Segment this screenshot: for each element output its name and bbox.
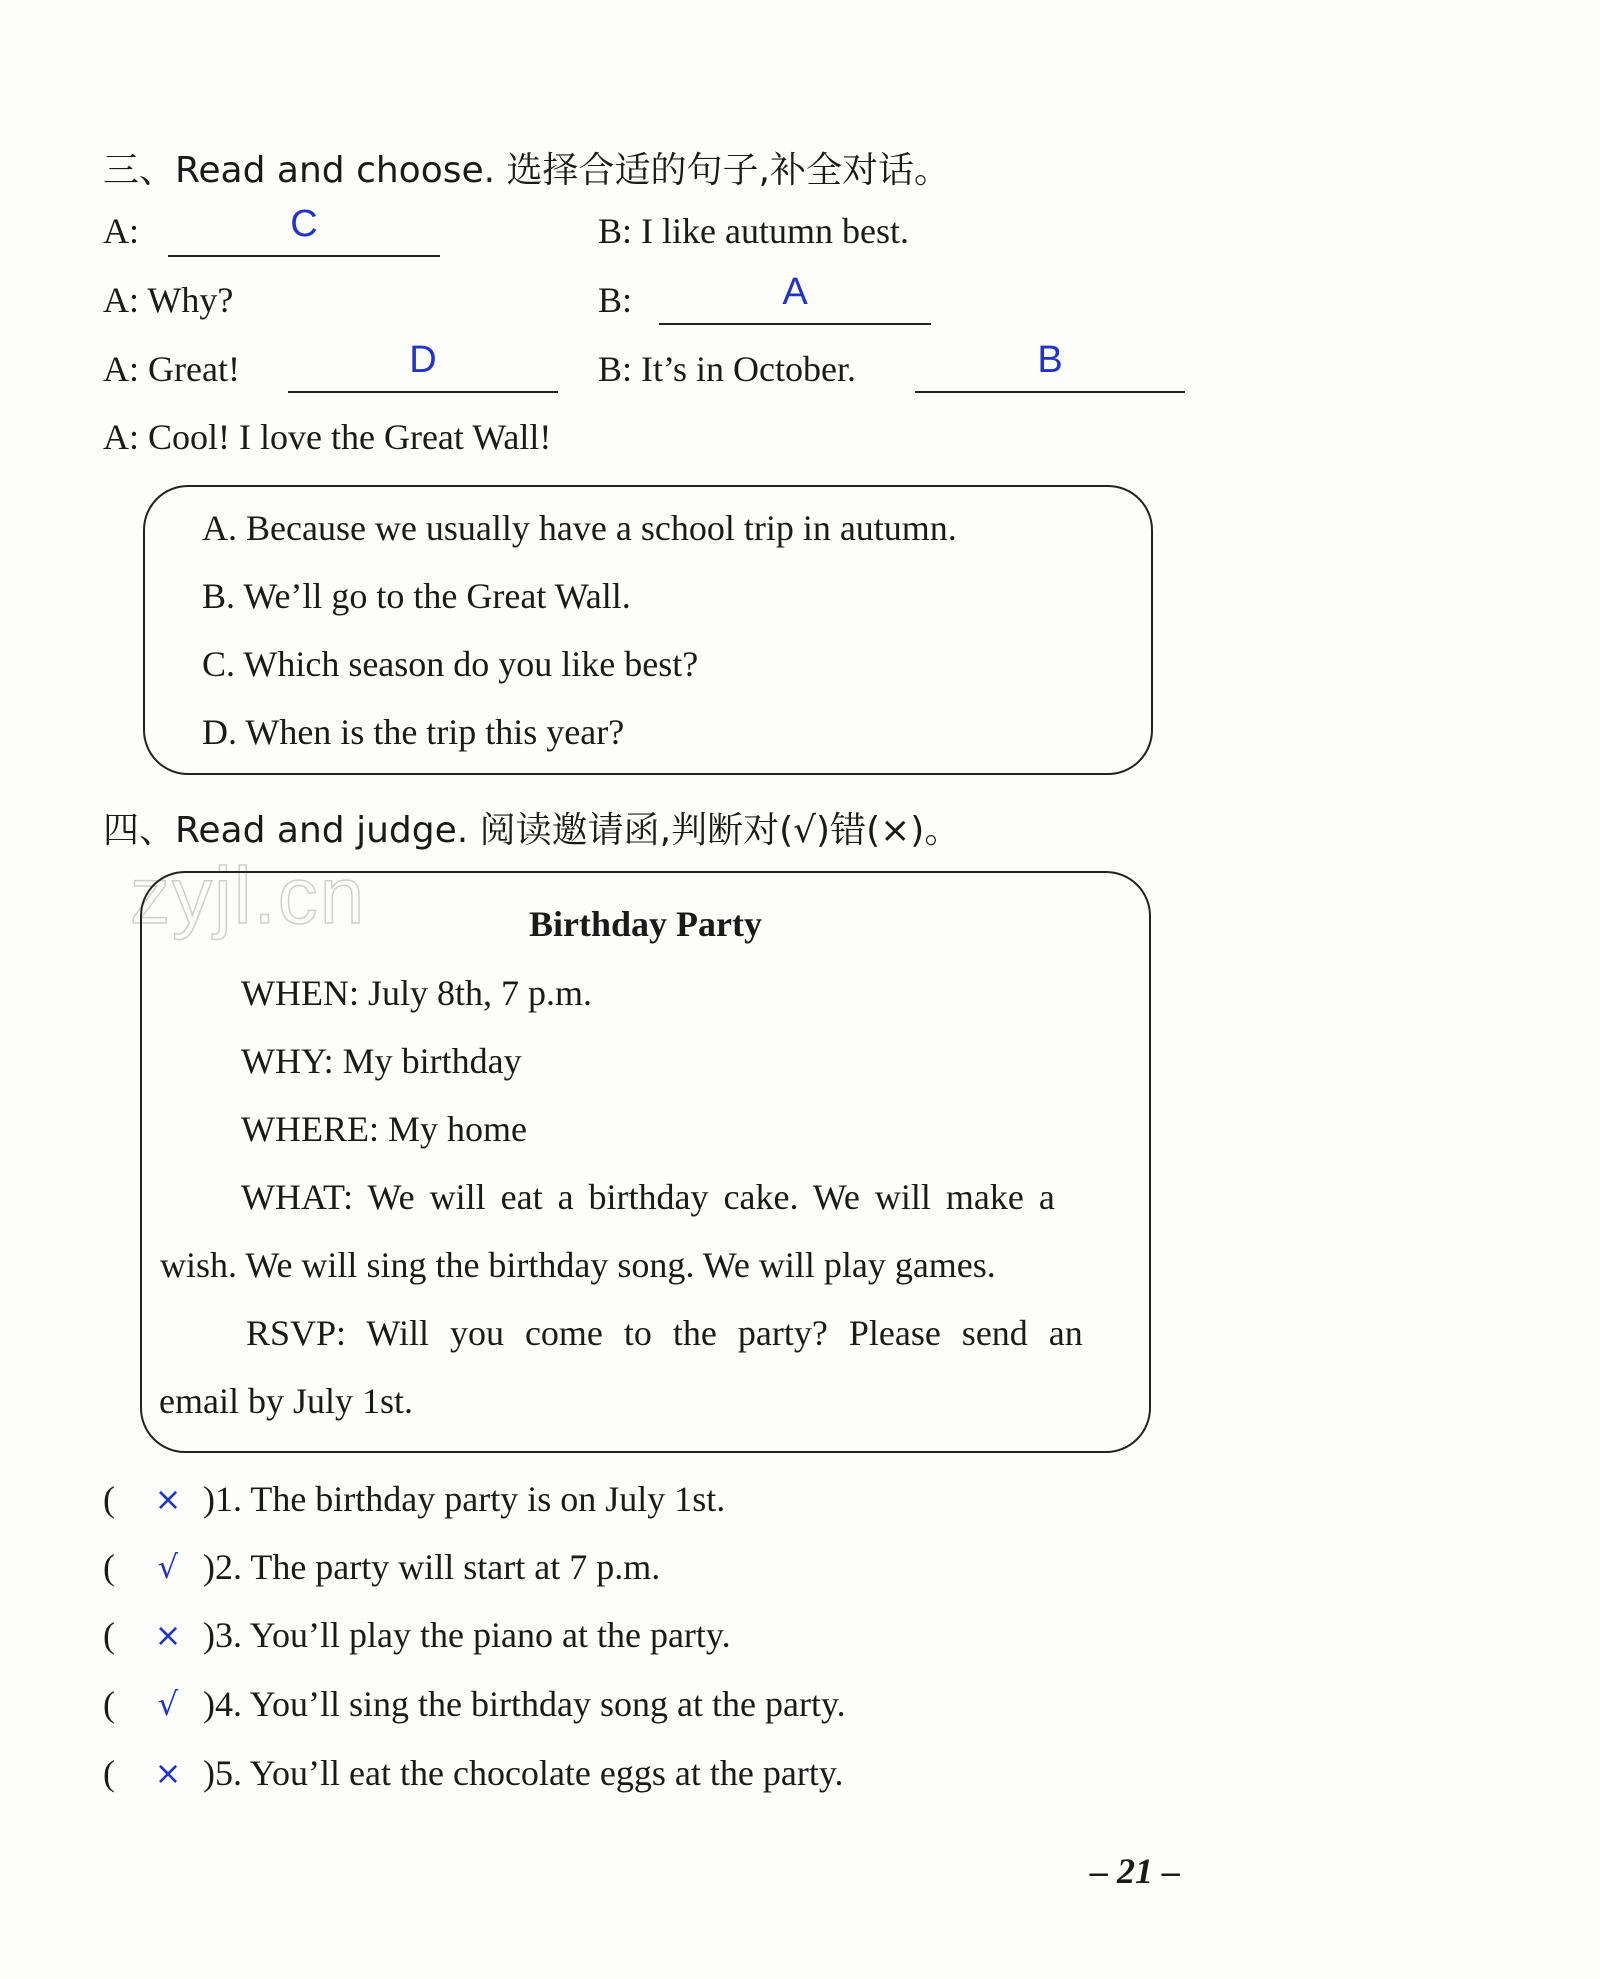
dialogue-b2-prefix: B:	[598, 280, 633, 320]
dialogue-a1-blank[interactable]	[168, 203, 440, 257]
dialogue-a3-blank[interactable]	[288, 339, 558, 393]
option-c: C. Which season do you like best?	[202, 644, 699, 684]
invitation-box	[140, 871, 1151, 1453]
open-paren: (	[103, 1547, 115, 1587]
judgement-text-5: )5. You’ll eat the chocolate eggs at the party.	[203, 1753, 844, 1793]
open-paren: (	[103, 1615, 115, 1655]
judgement-mark-2[interactable]: √	[157, 1548, 179, 1586]
dialogue-b3-answer: B	[1037, 339, 1063, 381]
judgement-text-4: )4. You’ll sing the birthday song at the party.	[203, 1684, 846, 1724]
option-d: D. When is the trip this year?	[202, 712, 625, 752]
open-paren: (	[103, 1753, 115, 1793]
section4-heading: 四、Read and judge. 阅读邀请函,判断对(√)错(×)。	[103, 810, 961, 851]
judgement-mark-1[interactable]: ×	[154, 1480, 182, 1518]
dialogue-b3-prefix: B: It’s in October.	[598, 349, 856, 389]
dialogue-b2-blank[interactable]	[659, 271, 931, 325]
judgement-mark-5[interactable]: ×	[154, 1754, 182, 1792]
judgement-text-2: )2. The party will start at 7 p.m.	[203, 1547, 661, 1587]
dialogue-a3-answer: D	[409, 339, 437, 381]
invitation-rsvp-line2: email by July 1st.	[159, 1381, 413, 1421]
dialogue-a4: A: Cool! I love the Great Wall!	[103, 417, 552, 457]
watermark: zyjl.cn	[130, 851, 367, 940]
judgement-mark-3[interactable]: ×	[154, 1616, 182, 1654]
dialogue-a2: A: Why?	[103, 280, 234, 320]
invitation-where: WHERE: My home	[241, 1109, 527, 1149]
option-a: A. Because we usually have a school trip in autumn.	[202, 508, 957, 548]
options-box	[143, 485, 1153, 775]
dialogue-a3-prefix: A: Great!	[103, 349, 240, 389]
judgement-text-3: )3. You’ll play the piano at the party.	[203, 1615, 731, 1655]
dialogue-b3-blank[interactable]	[915, 339, 1185, 393]
dialogue-a1-answer: C	[290, 203, 318, 245]
judgement-mark-4[interactable]: √	[157, 1685, 179, 1723]
dialogue-b2-answer: A	[782, 271, 808, 313]
judgement-text-1: )1. The birthday party is on July 1st.	[203, 1479, 726, 1519]
invitation-what-line1: WHAT: We will eat a birthday cake. We will make a	[241, 1177, 1055, 1217]
section3-heading: 三、Read and choose. 选择合适的句子,补全对话。	[103, 150, 950, 191]
invitation-what-line2: wish. We will sing the birthday song. We will play games.	[160, 1245, 996, 1285]
invitation-when: WHEN: July 8th, 7 p.m.	[241, 973, 592, 1013]
invitation-title: Birthday Party	[529, 904, 762, 944]
dialogue-b1: B: I like autumn best.	[598, 211, 909, 251]
option-b: B. We’ll go to the Great Wall.	[202, 576, 631, 616]
invitation-why: WHY: My birthday	[241, 1041, 522, 1081]
dialogue-a1-prefix: A:	[103, 211, 139, 251]
open-paren: (	[103, 1479, 115, 1519]
page-number: – 21 –	[1090, 1851, 1180, 1891]
invitation-rsvp-line1: RSVP: Will you come to the party? Please send an	[246, 1313, 1083, 1353]
open-paren: (	[103, 1684, 115, 1724]
